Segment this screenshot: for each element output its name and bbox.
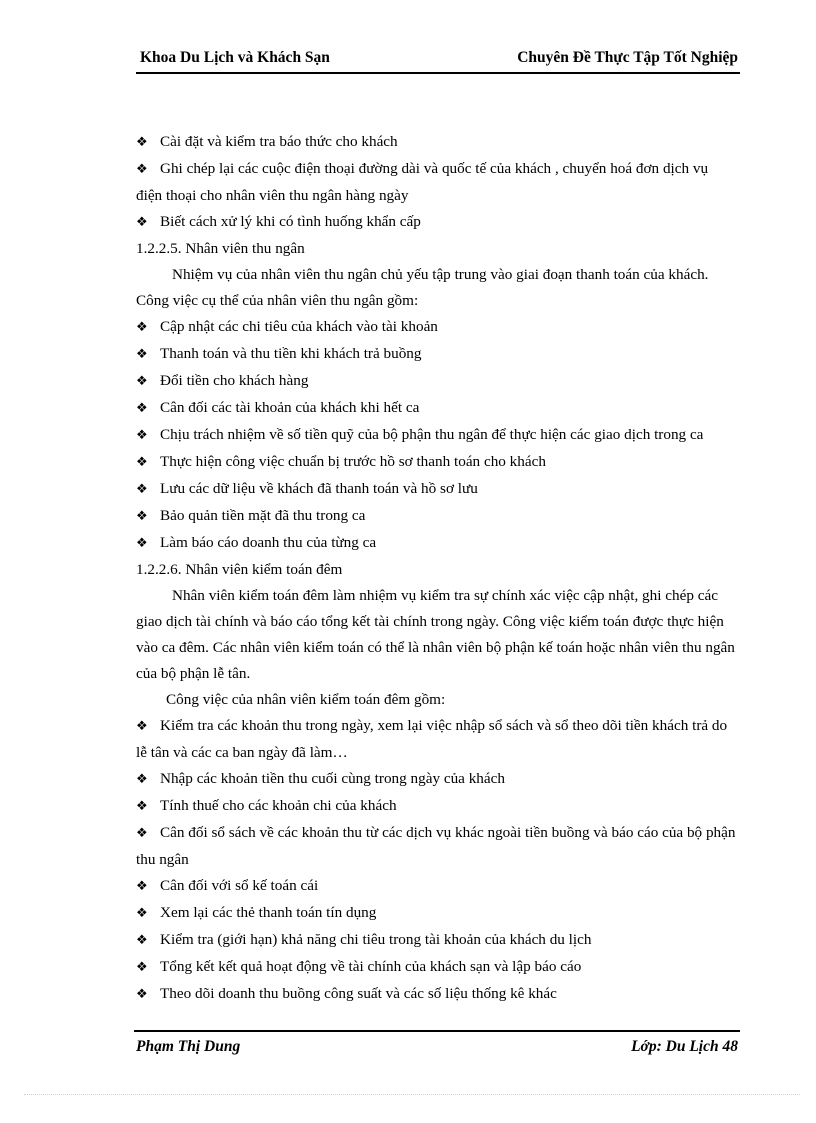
list-item: ❖ Ghi chép lại các cuộc điện thoại đường dài và quốc tế của khách , chuyển hoá đơn dịch vụ điện thoại cho nhân viên thu ngân hàng ngày — [136, 156, 736, 209]
list-item: ❖ Chịu trách nhiệm về số tiền quỹ của bộ phận thu ngân để thực hiện các giao dịch trong ca — [136, 422, 736, 449]
diamond-bullet-icon: ❖ — [136, 215, 148, 230]
diamond-bullet-icon: ❖ — [136, 772, 148, 787]
diamond-bullet-icon: ❖ — [136, 536, 148, 551]
list-item: ❖ Xem lại các thẻ thanh toán tín dụng — [136, 900, 736, 927]
diamond-bullet-icon: ❖ — [136, 933, 148, 948]
diamond-bullet-icon: ❖ — [136, 509, 148, 524]
paragraph: Nhiệm vụ của nhân viên thu ngân chủ yếu tập trung vào giai đoạn thanh toán của khách. Công việc cụ thể của nhân viên thu ngân gồm: — [136, 266, 709, 309]
footer-author: Phạm Thị Dung — [136, 1038, 241, 1055]
diamond-bullet-icon: ❖ — [136, 401, 148, 416]
document-body — [136, 129, 736, 1008]
list-item: ❖ Đổi tiền cho khách hàng — [136, 368, 736, 395]
diamond-bullet-icon: ❖ — [136, 799, 148, 814]
list-item: ❖ Tổng kết kết quả hoạt động về tài chính của khách sạn và lập báo cáo — [136, 954, 736, 981]
list-item: ❖ Cân đối sổ sách về các khoản thu từ các dịch vụ khác ngoài tiền buồng và báo cáo của bộ phận thu ngân — [136, 820, 736, 873]
diamond-bullet-icon: ❖ — [136, 719, 148, 734]
diamond-bullet-icon: ❖ — [136, 347, 148, 362]
diamond-bullet-icon: ❖ — [136, 826, 148, 841]
header-document-title: Chuyên Đề Thực Tập Tốt Nghiệp — [517, 49, 738, 66]
diamond-bullet-icon: ❖ — [136, 428, 148, 443]
paragraph: Công việc của nhân viên kiểm toán đêm gồm: — [166, 691, 446, 708]
diamond-bullet-icon: ❖ — [136, 960, 148, 975]
section-heading: 1.2.2.6. Nhân viên kiểm toán đêm — [136, 561, 343, 578]
page-footer — [134, 1030, 740, 1056]
diamond-bullet-icon: ❖ — [136, 320, 148, 335]
diamond-bullet-icon: ❖ — [136, 162, 148, 177]
diamond-bullet-icon: ❖ — [136, 987, 148, 1002]
list-item: ❖ Cài đặt và kiểm tra báo thức cho khách — [136, 129, 736, 156]
list-item: ❖ Tính thuế cho các khoản chi của khách — [136, 793, 736, 820]
diamond-bullet-icon: ❖ — [136, 879, 148, 894]
diamond-bullet-icon: ❖ — [136, 906, 148, 921]
list-item: ❖ Kiểm tra (giới hạn) khả năng chi tiêu trong tài khoản của khách du lịch — [136, 927, 736, 954]
list-item: ❖ Làm báo cáo doanh thu của từng ca — [136, 530, 736, 557]
list-item: ❖ Lưu các dữ liệu về khách đã thanh toán và hồ sơ lưu — [136, 476, 736, 503]
list-item: ❖ Cập nhật các chi tiêu của khách vào tài khoản — [136, 314, 736, 341]
list-item: ❖ Cân đối các tài khoản của khách khi hết ca — [136, 395, 736, 422]
list-item: ❖ Thanh toán và thu tiền khi khách trả buồng — [136, 341, 736, 368]
list-item: ❖ Nhập các khoản tiền thu cuối cùng trong ngày của khách — [136, 766, 736, 793]
section-heading: 1.2.2.5. Nhân viên thu ngân — [136, 240, 305, 257]
diamond-bullet-icon: ❖ — [136, 482, 148, 497]
list-item: ❖ Biết cách xử lý khi có tình huống khẩn cấp — [136, 209, 736, 236]
list-item: ❖ Theo dõi doanh thu buồng công suất và các số liệu thống kê khác — [136, 981, 736, 1008]
header-department: Khoa Du Lịch và Khách Sạn — [140, 49, 330, 66]
list-item: ❖ Bảo quản tiền mặt đã thu trong ca — [136, 503, 736, 530]
list-item: ❖ Cân đối với sổ kế toán cái — [136, 873, 736, 900]
paragraph: Nhân viên kiểm toán đêm làm nhiệm vụ kiểm tra sự chính xác việc cập nhật, ghi chép các giao dịch tài chính và báo cáo tổng kết tài chính trong ngày. Công việc kiểm toán được thực hiện vào ca đêm. Các nhân viên kiểm toán có thể là nhân viên bộ phận kế toán hoặc nhân viên thu ngân của bộ phận lễ tân. — [136, 587, 735, 682]
list-item: ❖ Kiểm tra các khoản thu trong ngày, xem lại việc nhập sổ sách và sổ theo dõi tiền khách trả do lễ tân và các ca ban ngày đã làm… — [136, 713, 736, 766]
diamond-bullet-icon: ❖ — [136, 455, 148, 470]
page-header — [136, 48, 740, 74]
diamond-bullet-icon: ❖ — [136, 374, 148, 389]
page-bottom-divider — [24, 1094, 800, 1095]
footer-class: Lớp: Du Lịch 48 — [631, 1038, 738, 1055]
diamond-bullet-icon: ❖ — [136, 135, 148, 150]
list-item: ❖ Thực hiện công việc chuẩn bị trước hồ sơ thanh toán cho khách — [136, 449, 736, 476]
